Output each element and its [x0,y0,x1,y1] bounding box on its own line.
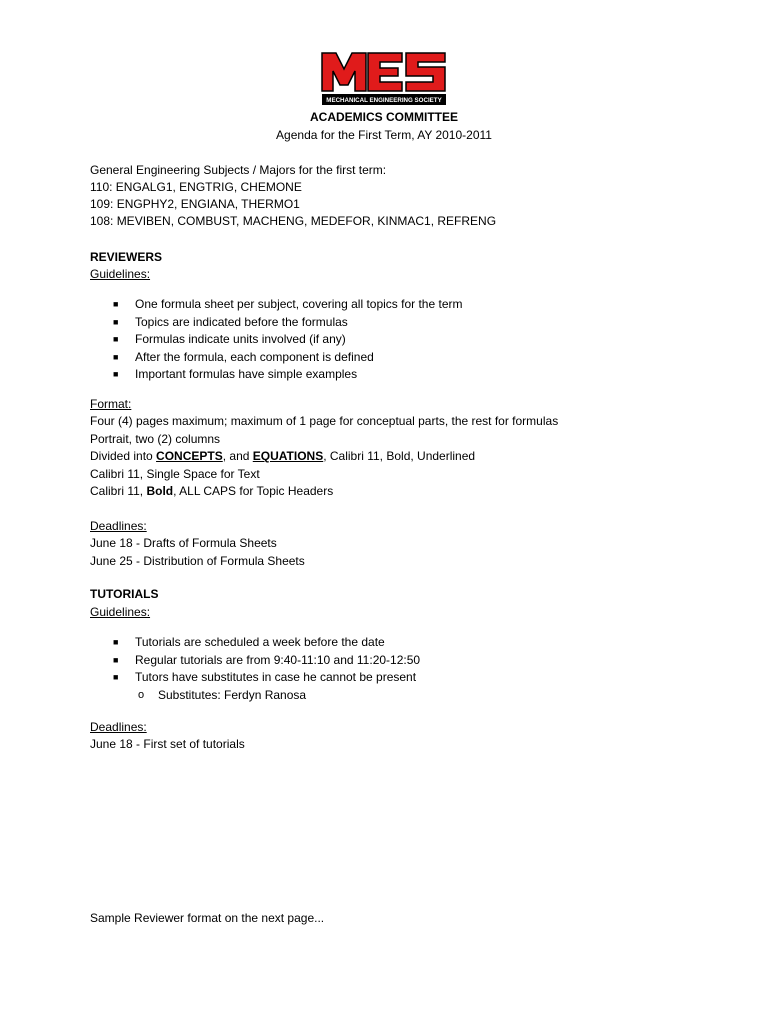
reviewers-heading: REVIEWERS [90,250,163,264]
list-item-text: Regular tutorials are from 9:40-11:10 and 11:20-12:50 [135,652,421,667]
list-item-text: After the formula, each component is defined [135,349,374,364]
subjects-line-109: 109: ENGPHY2, ENGIANA, THERMO1 [90,197,300,211]
reviewers-deadlines-label: Deadlines: [90,519,147,533]
mes-logo-graphic [320,47,448,107]
subjects-line-108: 108: MEVIBEN, COMBUST, MACHENG, MEDEFOR, KINMAC1, REFRENG [90,214,497,228]
tutorials-guidelines-label: Guidelines: [90,605,151,619]
logo-tagline: MECHANICAL ENGINEERING SOCIETY [326,97,442,104]
subjects-intro: General Engineering Subjects / Majors for the first term: [90,163,387,177]
list-item [90,652,420,670]
equations-keyword: EQUATIONS [252,449,324,463]
bullet-icon: ■ [113,672,119,682]
tutorials-heading: TUTORIALS [90,587,159,601]
concepts-keyword: CONCEPTS [156,449,223,463]
format-label: Format: [90,397,132,411]
agenda-title: Agenda for the First Term, AY 2010-2011 [276,128,492,142]
reviewers-deadline-2: June 25 - Distribution of Formula Sheets [90,554,305,568]
reviewers-guidelines-label: Guidelines: [90,267,151,281]
format-line-text-style: Calibri 11, Single Space for Text [90,467,260,481]
mes-logo [320,47,448,107]
list-item [90,366,463,384]
format-line-pages: Four (4) pages maximum; maximum of 1 page for conceptual parts, the rest for formulas [90,414,559,428]
reviewers-guidelines-list [90,296,463,384]
list-item [90,349,463,367]
circle-bullet-icon: o [138,689,145,701]
footer-note: Sample Reviewer format on the next page... [90,911,325,925]
list-item [90,669,420,687]
tutorials-deadlines-label: Deadlines: [90,720,147,734]
bold-keyword: Bold [146,484,174,498]
substitutes-sub-item [138,687,307,704]
list-item-text: Formulas indicate units involved (if any) [135,332,346,346]
list-item-text: Topics are indicated before the formulas [135,314,348,329]
format-line-headers: Calibri 11, Bold, ALL CAPS for Topic Headers [90,484,334,498]
tutorials-deadline-1: June 18 - First set of tutorials [90,737,245,751]
bullet-icon: ■ [113,316,119,327]
bullet-icon: ■ [113,299,119,309]
sub-item-text: Substitutes: Ferdyn Ranosa [158,688,307,702]
bullet-icon: ■ [113,369,119,379]
format-line-divided: Divided into CONCEPTS, and EQUATIONS, Calibri 11, Bold, Underlined [90,449,476,463]
list-item [90,634,420,652]
list-item [90,296,463,314]
bullet-icon: ■ [113,654,119,665]
list-item-text: Important formulas have simple examples [135,367,358,381]
tutorials-guidelines-list [90,634,420,687]
list-item-text: One formula sheet per subject, covering all topics for the term [135,297,463,311]
list-item [90,314,463,332]
committee-title: ACADEMICS COMMITTEE [310,110,458,124]
reviewers-deadline-1: June 18 - Drafts of Formula Sheets [90,536,277,550]
format-line-orientation: Portrait, two (2) columns [90,432,221,446]
bullet-icon: ■ [113,351,119,362]
subjects-line-110: 110: ENGALG1, ENGTRIG, CHEMONE [90,180,302,194]
bullet-icon: ■ [113,637,119,647]
list-item-text: Tutors have substitutes in case he cannot be present [135,670,417,684]
bullet-icon: ■ [113,334,119,344]
list-item [90,331,463,349]
list-item-text: Tutorials are scheduled a week before the date [135,635,385,649]
